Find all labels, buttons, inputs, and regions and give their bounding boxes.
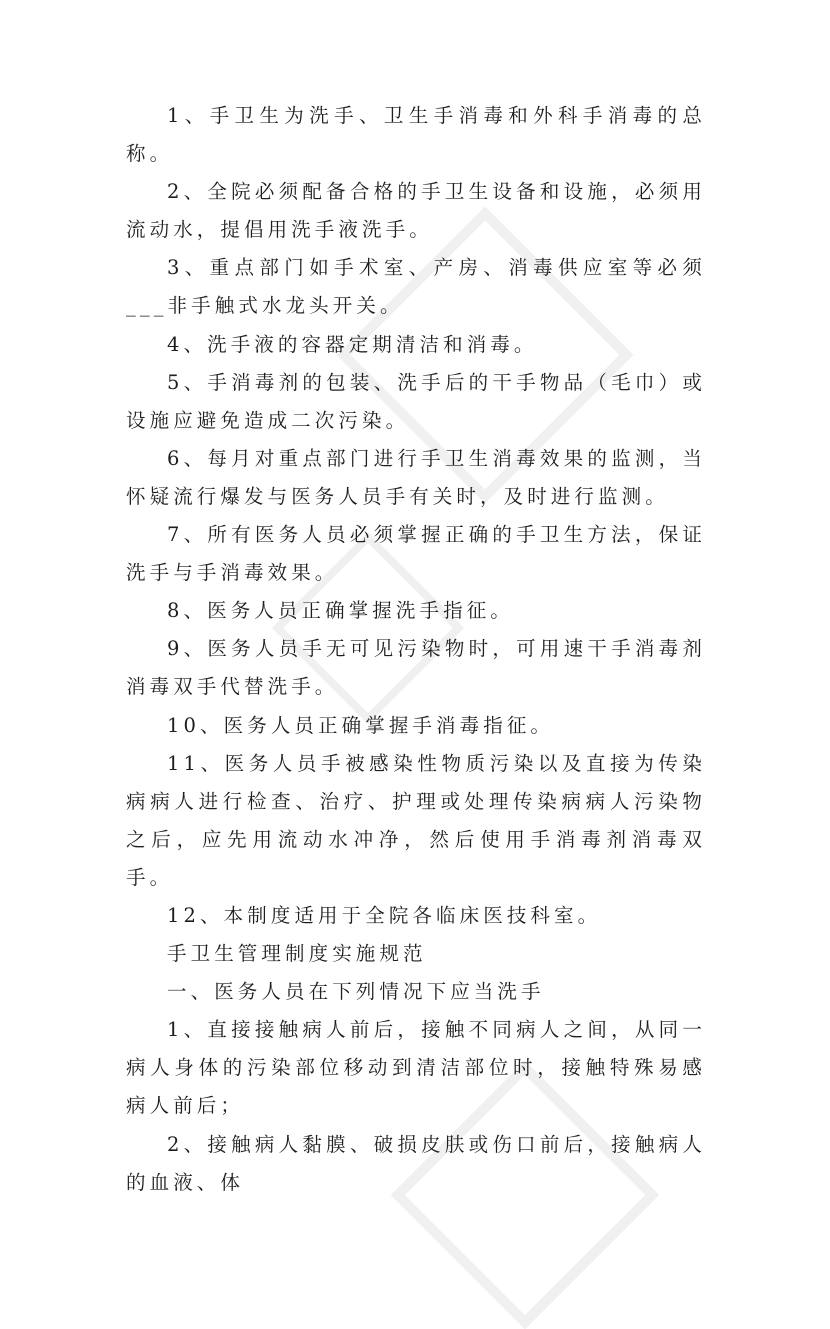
- document-body: [126, 97, 706, 1202]
- paragraph-rule-7: 7、所有医务人员必须掌握正确的手卫生方法，保证洗手与手消毒效果。: [126, 523, 706, 585]
- paragraph-rule-12: 12、本制度适用于全院各临床医技科室。: [167, 903, 602, 927]
- paragraph-rule-3: 3、重点部门如手术室、产房、消毒供应室等必须___非手触式水龙头开关。: [126, 256, 706, 318]
- paragraph-rule-5: 5、手消毒剂的包装、洗手后的干手物品（毛巾）或设施应避免造成二次污染。: [126, 370, 706, 432]
- paragraph-rule-8: 8、医务人员正确掌握洗手指征。: [167, 599, 514, 623]
- paragraph-rule-6: 6、每月对重点部门进行手卫生消毒效果的监测，当怀疑流行爆发与医务人员手有关时，及时进行监测。: [126, 446, 706, 508]
- paragraph-spec-2: 2、接触病人黏膜、破损皮肤或伤口前后，接触病人的血液、体: [126, 1132, 706, 1194]
- subsection-heading: 一、医务人员在下列情况下应当洗手: [167, 980, 545, 1004]
- paragraph-rule-11: 11、医务人员手被感染性物质污染以及直接为传染病病人进行检查、治疗、护理或处理传染病病人污染物之后，应先用流动水冲净，然后使用手消毒剂消毒双手。: [126, 751, 706, 889]
- paragraph-rule-9: 9、医务人员手无可见污染物时，可用速干手消毒剂消毒双手代替洗手。: [126, 637, 706, 699]
- paragraph-rule-2: 2、全院必须配备合格的手卫生设备和设施，必须用流动水，提倡用洗手液洗手。: [126, 180, 706, 242]
- paragraph-spec-1: 1、直接接触病人前后，接触不同病人之间，从同一病人身体的污染部位移动到清洁部位时，接触特殊易感病人前后；: [126, 1018, 706, 1118]
- paragraph-rule-10: 10、医务人员正确掌握手消毒指征。: [167, 713, 555, 737]
- section-heading: 手卫生管理制度实施规范: [167, 942, 427, 966]
- paragraph-rule-1: 1、手卫生为洗手、卫生手消毒和外科手消毒的总称。: [126, 104, 706, 166]
- paragraph-rule-4: 4、洗手液的容器定期清洁和消毒。: [167, 332, 538, 356]
